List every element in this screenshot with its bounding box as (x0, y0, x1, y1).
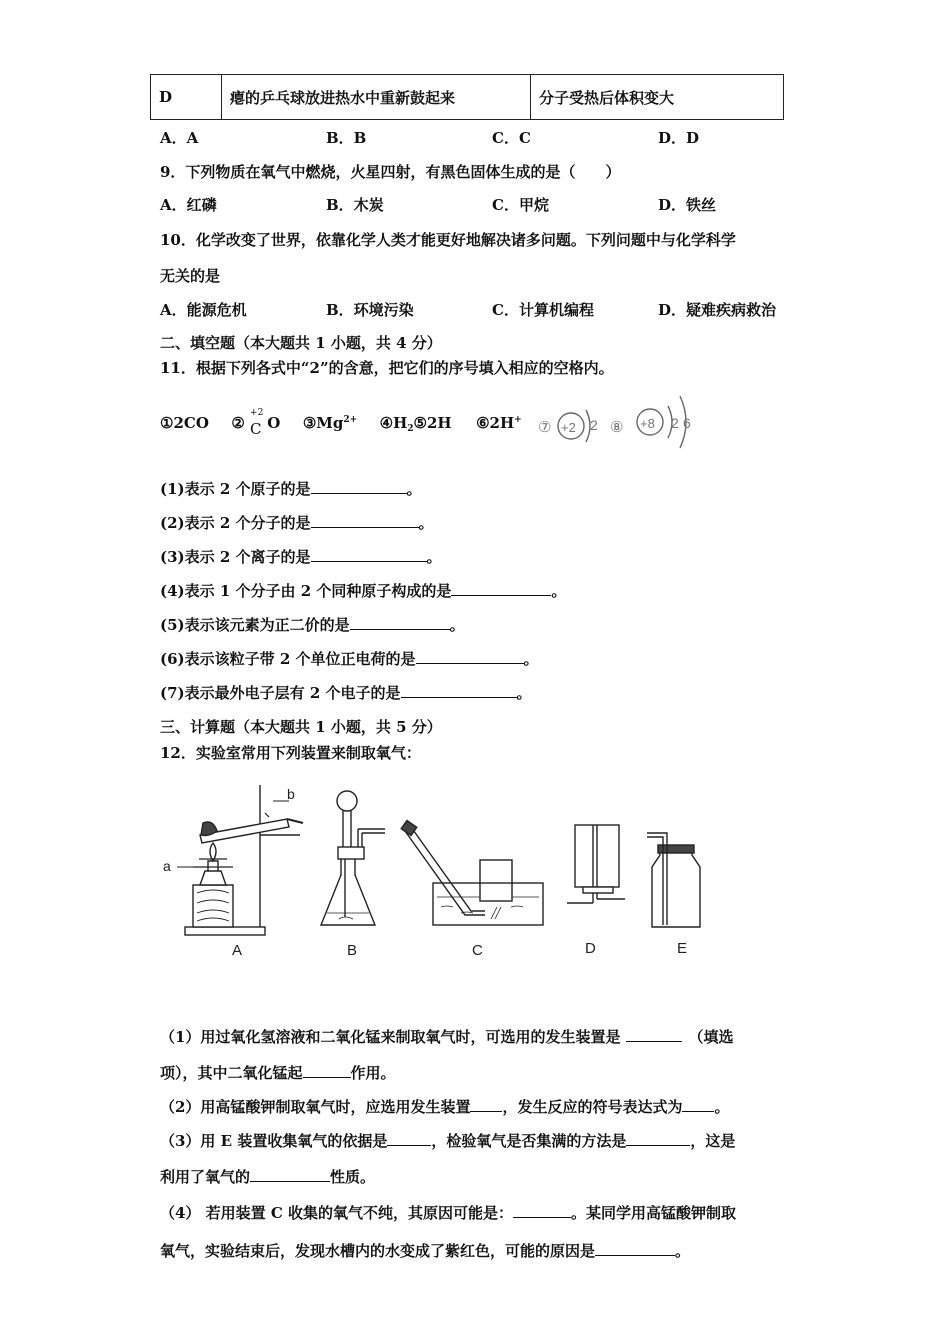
q12-part3-line1: （3）用 E 装置收集氧气的依据是 ，检验氧气是否集满的方法是 ，这是 (160, 1132, 736, 1150)
formula-1: ①2CO (160, 414, 209, 432)
answer-blank[interactable] (595, 1241, 675, 1256)
atom-8-mark: ⑧ (610, 419, 624, 436)
q12-part1-line2: 项），其中二氧化锰起 作用。 (160, 1064, 396, 1082)
answer-blank[interactable] (311, 479, 407, 494)
q11-formulas (160, 408, 522, 438)
answer-blank[interactable] (387, 1131, 431, 1146)
apparatus-e (647, 833, 700, 927)
option: A．A (160, 129, 199, 147)
formula-6: ⑥2H (476, 414, 515, 432)
q9-options (160, 194, 800, 215)
option: B．环境污染 (326, 301, 414, 319)
label-C: C (472, 942, 483, 959)
q12-part1-line1: （1）用过氧化氢溶液和二氧化锰来制取氧气时，可选用的发生装置是 （填选 (160, 1028, 734, 1046)
option: B．木炭 (326, 196, 384, 214)
option: C．计算机编程 (492, 301, 594, 319)
formula-3-charge: 2+ (343, 415, 358, 425)
answer-blank[interactable] (401, 683, 517, 698)
q11-item: (3)表示 2 个离子的是 。 (160, 548, 442, 566)
label-a: a (163, 858, 171, 874)
answer-blank[interactable] (311, 547, 427, 562)
table-cell: 瘪的乒乓球放进热水中重新鼓起来 (222, 75, 531, 120)
q9-stem: 9．下列物质在氧气中燃烧，火星四射，有黑色固体生成的是（ ） (160, 163, 621, 181)
q8-options (160, 127, 800, 148)
apparatus-a (163, 785, 303, 935)
q11-stem: 11．根据下列各式中“2”的含意，把它们的序号填入相应的空格内。 (160, 359, 614, 377)
answer-blank[interactable] (626, 1131, 690, 1146)
option: C．甲烷 (492, 196, 549, 214)
option: A．能源危机 (160, 301, 247, 319)
formula-6-charge: + (514, 415, 522, 425)
answer-blank[interactable] (451, 581, 551, 596)
atom-diagrams (530, 388, 710, 454)
q10-stem-line2: 无关的是 (160, 267, 221, 285)
answer-blank[interactable] (626, 1027, 682, 1042)
answer-table (150, 74, 784, 120)
formula-2-charge: +2 (250, 408, 264, 418)
answer-blank[interactable] (250, 1167, 330, 1182)
table-cell: 分子受热后体积变大 (531, 75, 784, 120)
q11-item: (4)表示 1 个分子由 2 个同种原子构成的是 。 (160, 582, 567, 600)
answer-blank[interactable] (311, 513, 419, 528)
answer-blank[interactable] (303, 1063, 351, 1078)
label-D: D (585, 940, 596, 957)
answer-blank[interactable] (350, 615, 450, 630)
apparatus-b (321, 791, 385, 925)
q12-part4-line1: （4） 若用装置 C 收集的氧气不纯，其原因可能是： 。某同学用高锰酸钾制取 (160, 1204, 737, 1222)
formula-2-o: O (267, 414, 281, 432)
q11-item: (5)表示该元素为正二价的是 。 (160, 616, 465, 634)
label-A: A (232, 942, 243, 959)
option: B．B (326, 129, 367, 147)
q10-options (160, 299, 800, 320)
atom-7-mark: ⑦ (538, 419, 552, 436)
atom-7-shell: 2 (590, 417, 598, 433)
q11-item: (7)表示最外电子层有 2 个电子的是 。 (160, 684, 532, 702)
atom-8-shell1: 2 (671, 415, 679, 431)
table-row (151, 75, 784, 120)
label-E: E (677, 940, 688, 957)
atom-8-nucleus: +8 (640, 416, 655, 431)
formula-3: ③Mg (302, 414, 344, 432)
answer-blank[interactable] (682, 1097, 714, 1112)
q12-part2: （2）用高锰酸钾制取氧气时，应选用发生装置 ，发生反应的符号表达式为 。 (160, 1098, 730, 1116)
apparatus-d (567, 825, 625, 903)
apparatus-diagram (155, 775, 715, 965)
formula-5: ⑤2H (413, 414, 452, 432)
answer-blank[interactable] (513, 1203, 571, 1218)
formula-4: ④H (379, 414, 408, 432)
option: D．铁丝 (658, 196, 717, 214)
q12-part4-line2: 氧气，实验结束后，发现水槽内的水变成了紫红色，可能的原因是 。 (160, 1242, 691, 1260)
q11-item: (1)表示 2 个原子的是 。 (160, 480, 422, 498)
option: D．D (658, 129, 700, 147)
answer-blank[interactable] (470, 1097, 502, 1112)
atom-8-shell2: 6 (683, 415, 691, 431)
answer-blank[interactable] (416, 649, 524, 664)
section-heading: 二、填空题（本大题共 1 小题，共 4 分） (160, 334, 442, 352)
formula-2-element: C (250, 420, 262, 438)
label-B: B (347, 942, 358, 959)
q12-stem: 12．实验室常用下列装置来制取氧气： (160, 744, 421, 762)
table-cell: D (151, 75, 222, 120)
section-heading: 三、计算题（本大题共 1 小题，共 5 分） (160, 718, 442, 736)
label-b: b (287, 786, 295, 802)
q12-part3-line2: 利用了氧气的 性质。 (160, 1168, 376, 1186)
option: D．疑难疾病救治 (658, 301, 777, 319)
option: A．红磷 (160, 196, 217, 214)
atom-7-nucleus: +2 (561, 420, 576, 435)
formula-4-sub: 2 (407, 424, 414, 434)
formula-2-mark: ② (231, 414, 245, 432)
q10-stem-line1: 10．化学改变了世界，依靠化学人类才能更好地解决诸多问题。下列问题中与化学科学 (160, 231, 736, 249)
option: C．C (492, 129, 531, 147)
q11-item: (2)表示 2 个分子的是 。 (160, 514, 434, 532)
apparatus-c (401, 820, 543, 925)
q11-item: (6)表示该粒子带 2 个单位正电荷的是 。 (160, 650, 539, 668)
